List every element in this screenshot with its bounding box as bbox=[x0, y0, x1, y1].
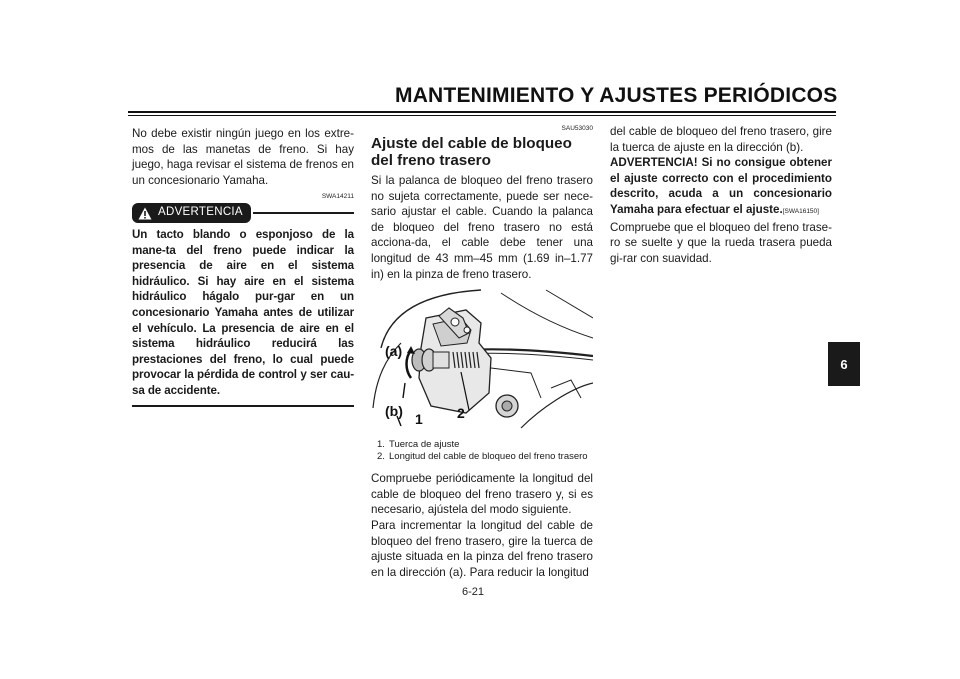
section-paragraph-2: Compruebe periódicamente la longitud del cable de bloqueo del freno trasero y, si es necesario, ajústela del modo siguiente. bbox=[371, 472, 593, 517]
caption-number: 2. bbox=[377, 451, 385, 463]
inline-warning bbox=[610, 155, 832, 219]
brake-caliper-figure bbox=[371, 288, 593, 433]
intro-paragraph: No debe existir ningún juego en los extre-mos de las manetas de freno. Si hay juego, haga revisar el sistema de frenos en un concesionario Yamaha. bbox=[132, 127, 354, 187]
section-paragraph-1: Si la palanca de bloqueo del freno trasero no sujeta correctamente, puede ser nece-sario ajustar el cable. Cuando la palanca de bloqueo del freno trasero no está acciona-da, el cable debe tener una longitud de 43 mm–45 mm (1.69 in–1.77 in) en la pinza de freno trasero. bbox=[371, 174, 593, 281]
page-header-title: MANTENIMIENTO Y AJUSTES PERIÓDICOS bbox=[395, 84, 838, 107]
caption-item bbox=[377, 439, 593, 451]
chapter-tab: 6 bbox=[828, 342, 860, 386]
label-2: 2 bbox=[457, 405, 465, 422]
section-code: SAU53030 bbox=[561, 125, 593, 132]
page-number: 6-21 bbox=[462, 586, 485, 598]
section-title: Ajuste del cable de bloqueo del freno trasero bbox=[371, 135, 572, 169]
label-b: (b) bbox=[385, 403, 403, 420]
inline-warning-text: ADVERTENCIA! Si no consigue obtener el ajuste correcto con el procedimiento descrito, acuda a un concesionario Yamaha para efectuar el ajuste. bbox=[610, 156, 832, 216]
warning-triangle-icon bbox=[138, 207, 152, 220]
warning-code: SWA14211 bbox=[321, 193, 354, 201]
warning-text: Un tacto blando o esponjoso de la mane-ta del freno puede indicar la presencia de aire en el sistema hidráulico. Si hay aire en el sistema hidráulico hágalo pur-gar en un concesionario Yamaha antes de utilizar el vehículo. La presencia de aire en el sistema hidráulico reducirá las prestaciones del freno, lo cual puede provocar la pérdida de control y ser cau-sa de accidente. bbox=[132, 227, 354, 397]
section-paragraph-3: Para incrementar la longitud del cable de bloqueo del freno trasero, gire la tuerca de ajuste situada en la pinza del freno trasero en la dirección (a). Para reducir la longitud bbox=[371, 518, 593, 579]
warning-rule bbox=[253, 212, 354, 214]
brake-caliper-illustration bbox=[371, 288, 593, 433]
caption-text: Longitud del cable de bloqueo del freno trasero bbox=[389, 451, 588, 463]
header-rule-thick bbox=[128, 111, 836, 113]
warning-badge bbox=[132, 203, 251, 223]
inline-warning-code: [SWA16150] bbox=[782, 207, 819, 215]
column-1 bbox=[132, 126, 354, 407]
warning-header bbox=[132, 203, 354, 223]
final-paragraph: Compruebe que el bloqueo del freno trase-ro se suelte y que la rueda trasera pueda gi-rar con suavidad. bbox=[610, 220, 832, 265]
column-3 bbox=[610, 124, 832, 266]
warning-label: ADVERTENCIA bbox=[158, 206, 243, 219]
figure-captions bbox=[371, 439, 593, 463]
caption-number: 1. bbox=[377, 439, 385, 451]
caption-item bbox=[377, 451, 593, 463]
caption-text: Tuerca de ajuste bbox=[389, 439, 460, 451]
warning-end-rule bbox=[132, 405, 354, 407]
label-1: 1 bbox=[415, 411, 423, 428]
column-2 bbox=[371, 124, 593, 580]
header-rule-thin bbox=[128, 115, 836, 116]
label-a: (a) bbox=[385, 343, 403, 360]
continued-paragraph: del cable de bloqueo del freno trasero, gire la tuerca de ajuste en la dirección (b). bbox=[610, 125, 832, 154]
